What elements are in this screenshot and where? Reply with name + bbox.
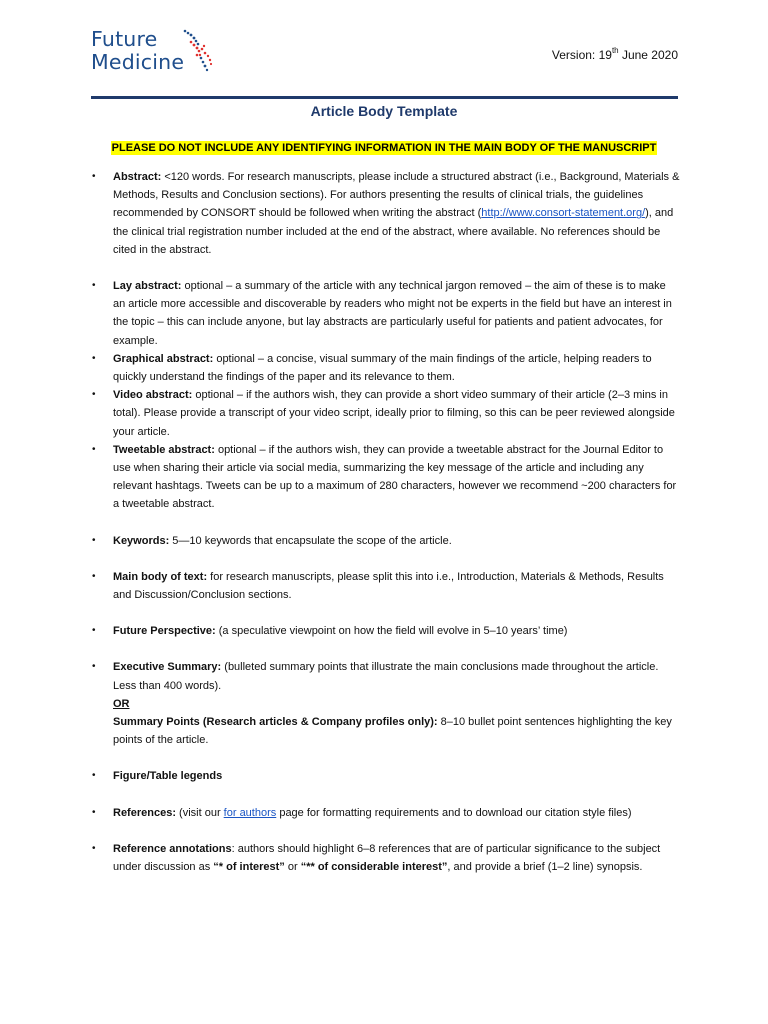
bullet: •	[92, 842, 96, 854]
dna-helix-icon	[177, 28, 227, 76]
video-abstract-label: Video abstract:	[113, 389, 193, 402]
logo-text-line2: Medicine	[91, 50, 185, 74]
bullet: •	[92, 661, 96, 673]
or-separator: OR	[113, 697, 130, 710]
graphical-abstract-label: Graphical abstract:	[113, 352, 214, 365]
tweetable-abstract-label: Tweetable abstract:	[113, 443, 215, 456]
list-item-lay-abstract	[91, 277, 681, 350]
lay-abstract-label: Lay abstract:	[113, 280, 182, 293]
bullet: •	[92, 352, 96, 364]
version-date	[552, 47, 678, 62]
list-item-figure-legends	[91, 767, 681, 785]
list-item-tweetable-abstract	[91, 441, 681, 514]
main-body-text: for research manuscripts, please split this into i.e., Introduction, Materials & Methods, Results and Discussion/Conclusion sections.	[113, 570, 664, 602]
for-authors-link[interactable]: for authors	[223, 806, 277, 819]
tweetable-abstract-text: optional – if the authors wish, they can provide a tweetable abstract for the Journal Editor to use when sharing their article via social media, summarizing the key message of the article and including any relevant hashtags. Tweets can be up to a maximum of 280 characters, however we recommend ~200 characters for a tweetable abstract.	[113, 443, 677, 511]
list-item-references	[91, 804, 681, 822]
of-interest-term: “* of interest”	[213, 861, 285, 874]
logo-text-line1: Future	[91, 27, 158, 51]
bullet: •	[92, 389, 96, 401]
summary-points-label: Summary Points (Research articles & Company profiles only):	[113, 716, 438, 729]
references-label: References:	[113, 806, 176, 819]
future-perspective-label: Future Perspective:	[113, 625, 216, 638]
header-divider	[91, 96, 678, 99]
future-medicine-logo	[91, 28, 231, 78]
version-sup: th	[611, 46, 619, 55]
keywords-label: Keywords:	[113, 534, 170, 547]
keywords-text: 5—10 keywords that encapsulate the scope of the article.	[169, 534, 452, 547]
executive-summary-label: Executive Summary:	[113, 661, 222, 674]
annotations-text-3: , and provide a brief (1–2 line) synopsis.	[447, 861, 643, 874]
consort-link[interactable]: http://www.consort-statement.org/	[481, 207, 646, 220]
bullet: •	[92, 625, 96, 637]
abstract-text: <120 words. For research manuscripts, please include a structured abstract (i.e., Background, Materials & Methods, Results and Conclusion sections). For authors presenting the results of clinical trials, the guidelines recommended by CONSORT should be followed when writing the abstract (	[113, 171, 680, 220]
list-item-future-perspective	[91, 622, 681, 640]
list-item-video-abstract	[91, 386, 681, 441]
future-perspective-text: (a speculative viewpoint on how the field will evolve in 5–10 years’ time)	[215, 625, 568, 638]
graphical-abstract-text: optional – a concise, visual summary of the main findings of the article, helping readers to quickly understand the findings of the paper and its relevance to them.	[113, 352, 652, 384]
reference-annotations-label: Reference annotations	[113, 842, 232, 855]
bullet: •	[92, 770, 96, 782]
abstract-text-2: ), and the clinical trial registration number included at the end of the abstract, where available. No references should be cited in the abstract.	[113, 207, 674, 256]
list-item-main-body	[91, 568, 681, 604]
video-abstract-text: optional – if the authors wish, they can provide a short video summary of their article (2–3 mins in total). Please provide a transcript of your video script, ideally prior to filming, so this can be peer reviewed alongside your article.	[113, 389, 675, 438]
template-section-list	[91, 168, 681, 876]
warning-text: PLEASE DO NOT INCLUDE ANY IDENTIFYING INFORMATION IN THE MAIN BODY OF THE MANUSCRIPT	[111, 142, 657, 154]
bullet: •	[92, 280, 96, 292]
bullet: •	[92, 443, 96, 455]
bullet: •	[92, 534, 96, 546]
list-item-executive-summary	[91, 658, 681, 749]
page-title: Article Body Template	[310, 103, 458, 119]
bullet: •	[92, 171, 96, 182]
lay-abstract-text: optional – a summary of the article with any technical jargon removed – the aim of these is to make an article more accessible and discoverable by readers who might not be experts in the field but have an interest in the topic – this can include anyone, but lay abstracts are particularly useful for patients and patient advocates, for example.	[113, 280, 672, 347]
version-prefix: Version: 19	[551, 48, 612, 62]
list-item-keywords	[91, 532, 681, 550]
list-item-graphical-abstract	[91, 350, 681, 386]
executive-summary-text: (bulleted summary points that illustrate the main conclusions made throughout the article. Less than 400 words).	[113, 661, 659, 692]
annotations-text: : authors should highlight 6–8 references that are of particular significance to the subject under discussion as	[113, 842, 661, 874]
bullet: •	[92, 570, 96, 582]
list-item-reference-annotations	[91, 840, 681, 876]
considerable-interest-term: “** of considerable interest”	[300, 861, 448, 874]
references-text: (visit our	[175, 806, 224, 819]
references-text-2: page for formatting requirements and to download our citation style files)	[276, 806, 632, 819]
figure-legends-label: Figure/Table legends	[113, 770, 223, 783]
bullet: •	[92, 806, 96, 818]
version-suffix: June 2020	[618, 48, 678, 62]
abstract-label: Abstract:	[113, 171, 162, 183]
summary-points-text: 8–10 bullet point sentences highlighting the key points of the article.	[113, 716, 672, 747]
main-body-label: Main body of text:	[113, 570, 208, 583]
annotations-text-2: or	[284, 861, 301, 874]
warning-banner	[0, 138, 768, 156]
list-item-abstract	[91, 168, 681, 259]
